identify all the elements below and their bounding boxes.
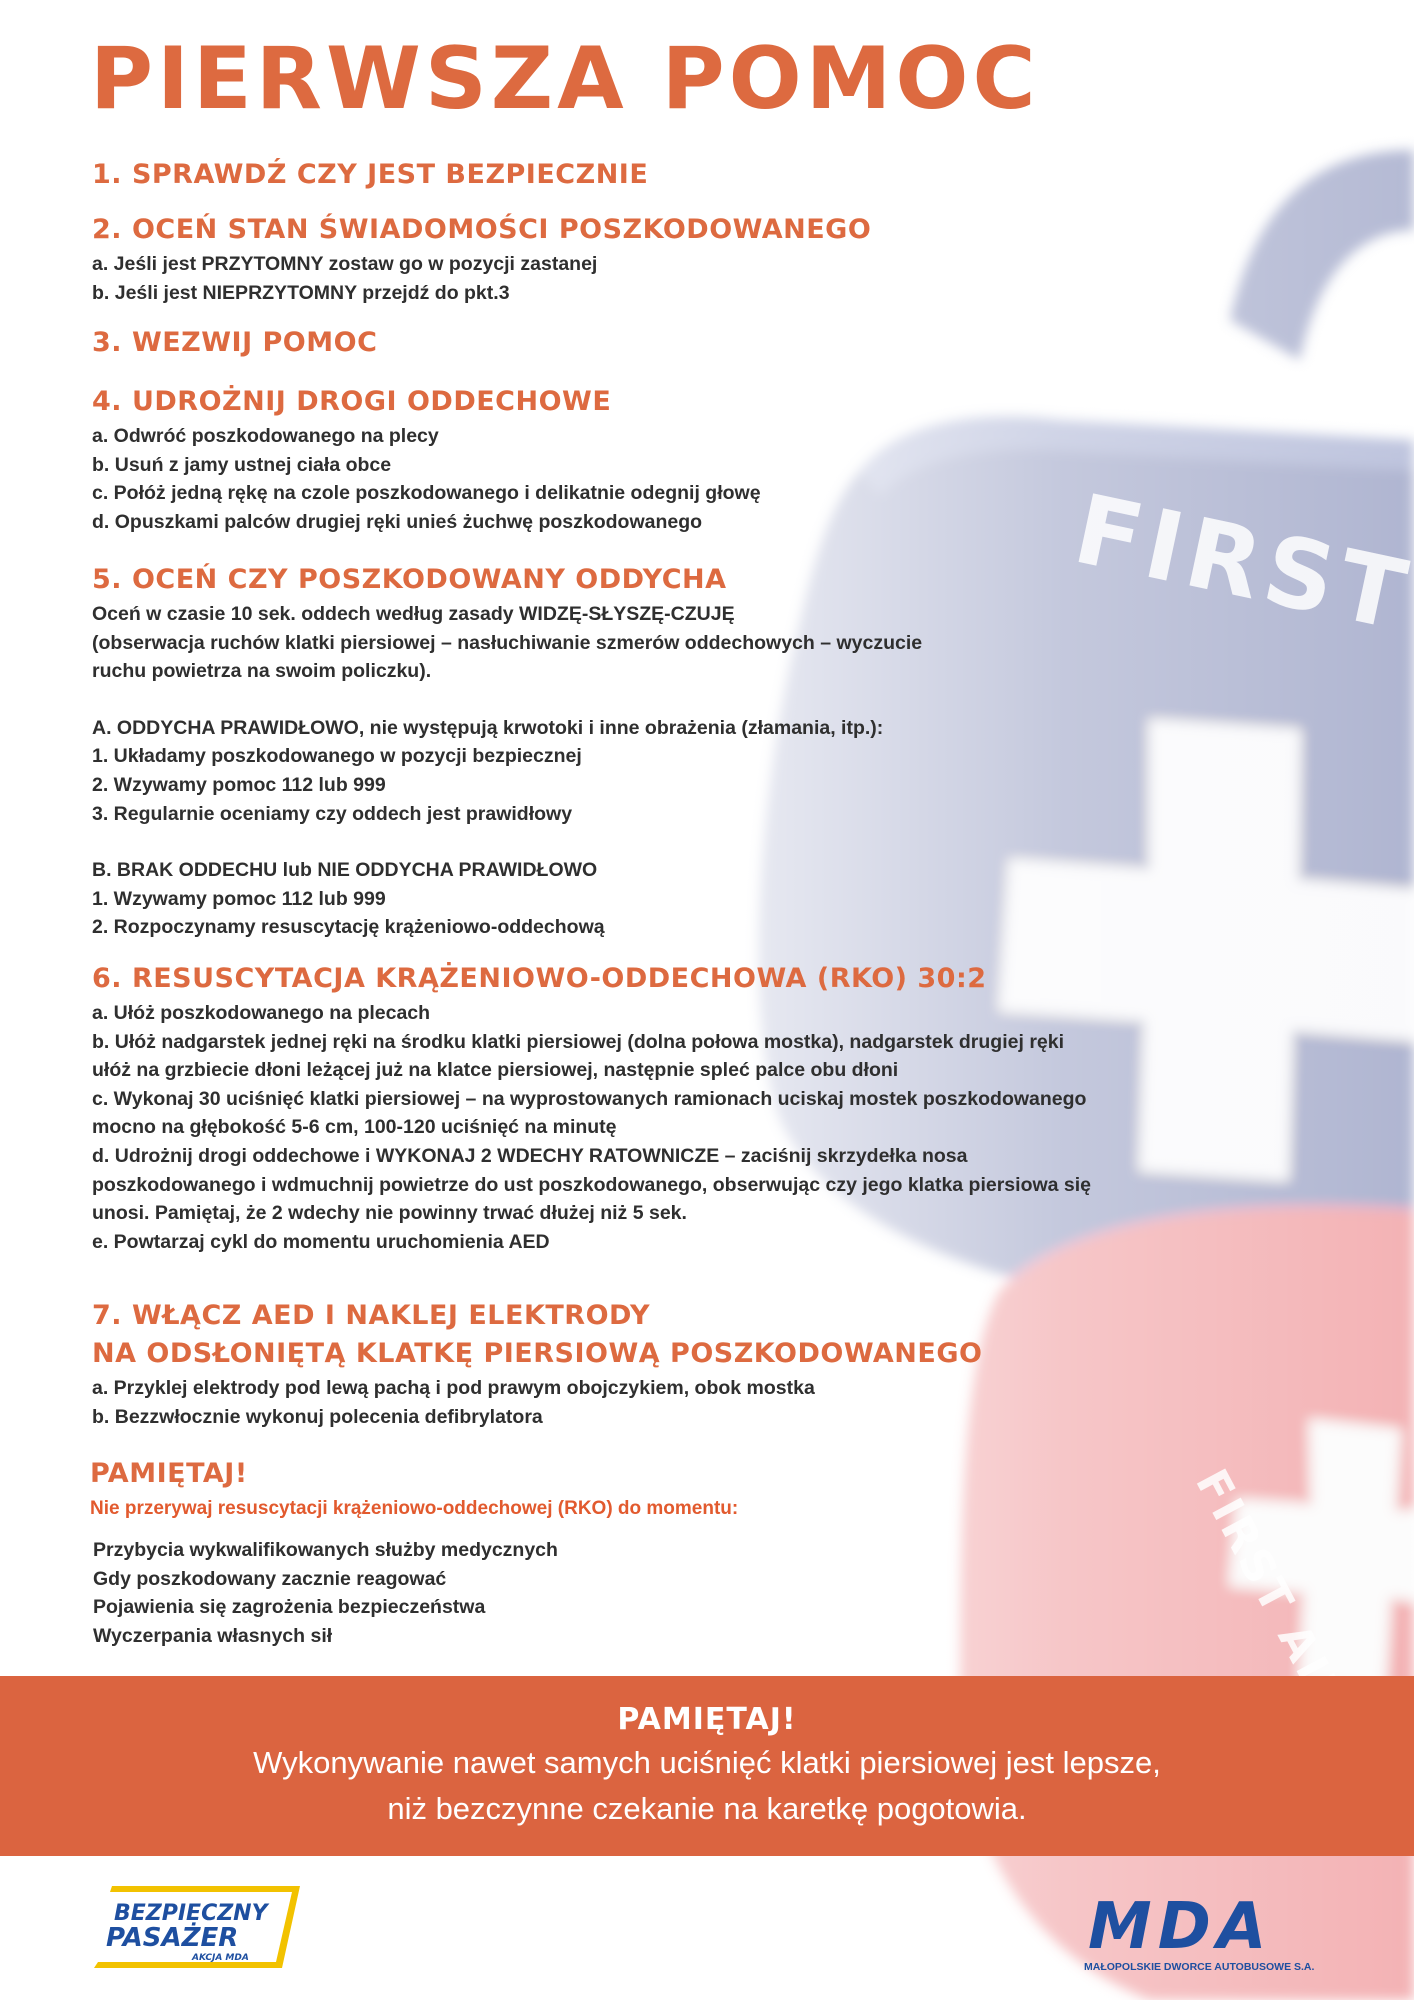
section-5-intro-line: Oceń w czasie 10 sek. oddech według zasady WIDZĘ-SŁYSZĘ-CZUJĘ (92, 603, 735, 625)
banner-line-2: niż bezczynne czekanie na karetkę pogotowia. (387, 1791, 1027, 1826)
logo-right-mark: MDA (1088, 1890, 1273, 1964)
remember-line: Gdy poszkodowany zacznie reagować (93, 1567, 447, 1590)
section-5 (92, 562, 1142, 942)
section-4-heading: 4. UDROŻNIJ DROGI ODDECHOWE (92, 386, 612, 417)
section-6-line: ułóż na grzbiecie dłoni leżącej już na klatce piersiowej, następnie spleć palce obu dłoni (92, 1059, 899, 1082)
section-5-intro-line: ruchu powietrza na swoim policzku). (92, 660, 432, 683)
section-6-line: unosi. Pamiętaj, że 2 wdechy nie powinny trwać dłużej niż 5 sek. (92, 1202, 687, 1225)
section-7-line: a. Przyklej elektrody pod lewą pachą i pod prawym obojczykiem, obok mostka (92, 1377, 815, 1399)
section-7-line: b. Bezzwłocznie wykonuj polecenia defibrylatora (92, 1405, 543, 1428)
section-2-heading: 2. OCEŃ STAN ŚWIADOMOŚCI POSZKODOWANEGO (92, 214, 872, 245)
section-4 (92, 384, 1142, 536)
remember-line: Przybycia wykwalifikowanych służby medycznych (93, 1539, 558, 1561)
section-6-line: a. Ułóż poszkodowanego na plecach (92, 1002, 431, 1024)
section-2 (92, 212, 1142, 307)
section-7 (92, 1298, 1142, 1431)
section-6-line: d. Udrożnij drogi oddechowe i WYKONAJ 2 WDECHY RATOWNICZE – zaciśnij skrzydełka nosa (92, 1144, 968, 1167)
mda-logo (1080, 1890, 1350, 1978)
section-5-b-line: B. BRAK ODDECHU lub NIE ODDYCHA PRAWIDŁOWO (92, 859, 598, 882)
section-5-a-line: 1. Układamy poszkodowanego w pozycji bezpiecznej (92, 745, 582, 768)
section-5-intro-line: (obserwacja ruchów klatki piersiowej – nasłuchiwanie szmerów oddechowych – wyczucie (92, 631, 923, 654)
section-6-heading: 6. RESUSCYTACJA KRĄŻENIOWO-ODDECHOWA (RKO) 30:2 (92, 963, 987, 994)
section-6-line: c. Wykonaj 30 uciśnięć klatki piersiowej – na wyprostowanych ramionach uciskaj mostek poszkodowanego (92, 1087, 1087, 1110)
section-4-line: c. Połóż jedną rękę na czole poszkodowanego i delikatnie odegnij głowę (92, 482, 761, 505)
section-6-line: mocno na głębokość 5-6 cm, 100-120 uciśnięć na minutę (92, 1116, 617, 1139)
section-7-heading-line-1: 7. WŁĄCZ AED I NAKLEJ ELEKTRODY (92, 1300, 651, 1331)
section-5-a-line: A. ODDYCHA PRAWIDŁOWO, nie występują krwotoki i inne obrażenia (złamania, itp.): (92, 716, 884, 739)
banner-line-1: Wykonywanie nawet samych uciśnięć klatki piersiowej jest lepsze, (253, 1745, 1161, 1780)
section-6-line: b. Ułóż nadgarstek jednej ręki na środku klatki piersiowej (dolna połowa mostka), nadgarstek drugiej ręki (92, 1030, 1065, 1053)
logo-left-line-2: PASAŻER (106, 1923, 239, 1953)
section-5-b-line: 2. Rozpoczynamy resuscytację krążeniowo-oddechową (92, 916, 605, 939)
remember-heading: PAMIĘTAJ! (90, 1458, 248, 1489)
section-3-heading: 3. WEZWIJ POMOC (92, 327, 378, 358)
section-1-heading: 1. SPRAWDŹ CZY JEST BEZPIECZNIE (92, 159, 649, 190)
remember-line: Wyczerpania własnych sił (93, 1624, 333, 1647)
section-2-line: b. Jeśli jest NIEPRZYTOMNY przejdź do pkt.3 (92, 281, 510, 304)
section-6 (92, 961, 1142, 1256)
section-4-line: d. Opuszkami palców drugiej ręki unieś żuchwę poszkodowanego (92, 510, 703, 533)
section-4-line: a. Odwróć poszkodowanego na plecy (92, 425, 439, 447)
page-title: PIERWSZA POMOC (90, 29, 1040, 129)
section-5-a-line: 3. Regularnie oceniamy czy oddech jest prawidłowy (92, 802, 573, 825)
bezpieczny-pasazer-logo (92, 1882, 312, 1972)
section-5-heading: 5. OCEŃ CZY POSZKODOWANY ODDYCHA (92, 564, 727, 595)
remember-section (90, 1456, 1140, 1650)
logo-right-caption: MAŁOPOLSKIE DWORCE AUTOBUSOWE S.A. (1084, 1961, 1315, 1973)
logo-left-line-1: BEZPIECZNY (114, 1901, 268, 1926)
logo-left-tag: AKCJA MDA (192, 1953, 249, 1963)
section-7-heading-line-2: NA ODSŁONIĘTĄ KLATKĘ PIERSIOWĄ POSZKODOWANEGO (92, 1338, 983, 1369)
section-5-b-line: 1. Wzywamy pomoc 112 lub 999 (92, 887, 386, 910)
remember-banner (0, 1676, 1414, 1856)
remember-line: Pojawienia się zagrożenia bezpieczeństwa (93, 1596, 486, 1619)
section-6-line: e. Powtarzaj cykl do momentu uruchomienia AED (92, 1230, 550, 1253)
section-4-line: b. Usuń z jamy ustnej ciała obce (92, 453, 392, 476)
section-5-a-line: 2. Wzywamy pomoc 112 lub 999 (92, 773, 386, 796)
section-6-line: poszkodowanego i wdmuchnij powietrze do ust poszkodowanego, obserwując czy jego klatka piersiowa się (92, 1173, 1092, 1196)
section-3 (92, 325, 1142, 363)
remember-subheading: Nie przerywaj resuscytacji krążeniowo-oddechowej (RKO) do momentu: (90, 1498, 739, 1519)
banner-title: PAMIĘTAJ! (617, 1702, 797, 1737)
section-1 (92, 157, 1142, 195)
section-2-line: a. Jeśli jest PRZYTOMNY zostaw go w pozycji zastanej (92, 253, 598, 275)
